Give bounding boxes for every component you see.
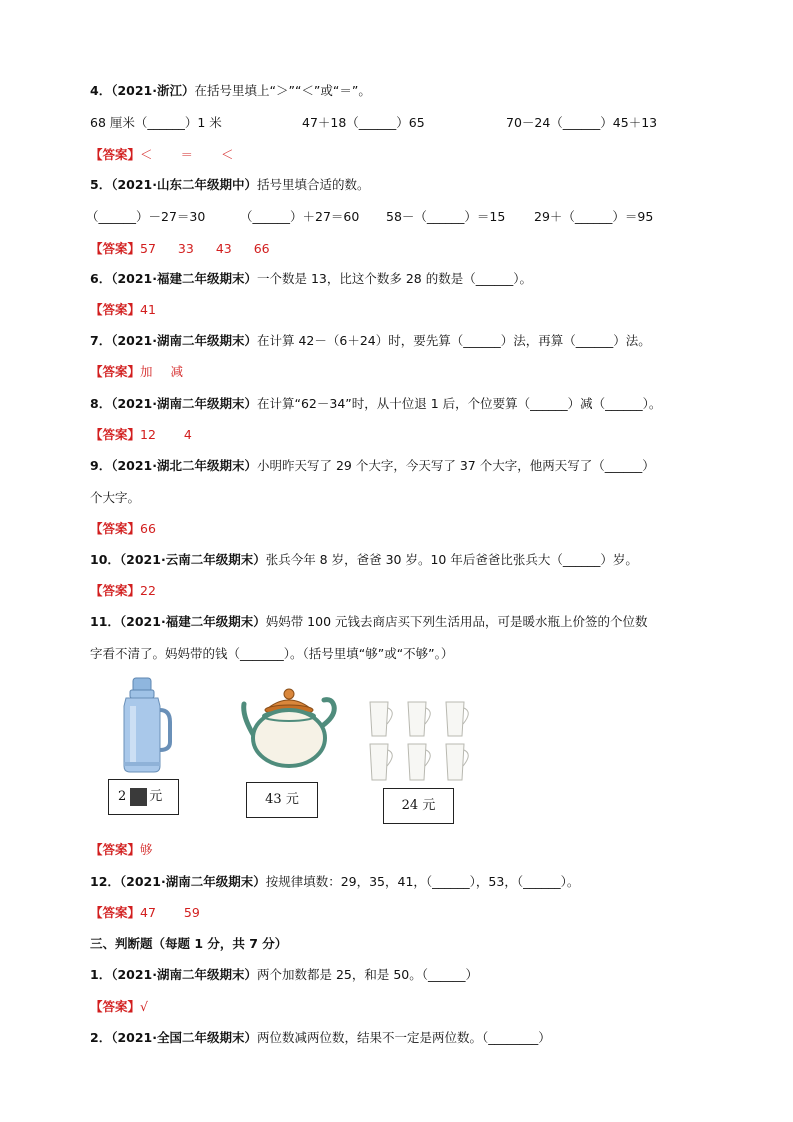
question-5 bbox=[90, 176, 370, 194]
question-text: 张兵今年 8 岁，爸爸 30 岁。10 年后爸爸比张兵大（______）岁。 bbox=[265, 552, 638, 567]
question-8 bbox=[90, 395, 661, 413]
cups-price-tag: 24 元 bbox=[383, 788, 454, 824]
teapot-illustration bbox=[238, 686, 338, 770]
answer-tag: 【答案】 bbox=[90, 583, 141, 598]
question-number: 2． bbox=[90, 1030, 112, 1045]
answer-tag: 【答案】 bbox=[90, 905, 141, 920]
question-source: （2021·浙江） bbox=[111, 83, 195, 98]
judgement-1 bbox=[90, 966, 478, 984]
question-text-continued: 个大字。 bbox=[90, 490, 141, 505]
question-11 bbox=[90, 613, 648, 631]
answer-value: 12 bbox=[140, 427, 156, 442]
question-10 bbox=[90, 551, 638, 569]
question-text: 在计算 42－（6＋24）时，要先算（______）法，再算（______）法。 bbox=[257, 333, 651, 348]
answer-value: 66 bbox=[253, 241, 270, 256]
question-number: 12． bbox=[90, 874, 120, 889]
answer-value: 4 bbox=[183, 427, 192, 442]
question-number: 4． bbox=[90, 83, 112, 98]
answer-value: ＜ bbox=[140, 147, 153, 162]
answer-value: 66 bbox=[140, 521, 156, 536]
question-source: （2021·湖北二年级期末） bbox=[111, 458, 257, 473]
answer-value: ＜ bbox=[221, 147, 234, 162]
question-number: 11． bbox=[90, 614, 120, 629]
compare-item-2: 47＋18（______）65 bbox=[302, 115, 425, 130]
question-source: （2021·云南二年级期末） bbox=[119, 552, 266, 567]
question-9 bbox=[90, 457, 655, 475]
price-unit: 元 bbox=[149, 789, 163, 804]
judgement-2 bbox=[90, 1029, 551, 1047]
question-source: （2021·福建二年级期末） bbox=[119, 614, 266, 629]
answer-7 bbox=[90, 363, 183, 381]
answer-tag: 【答案】 bbox=[90, 521, 141, 536]
answer-8 bbox=[90, 426, 192, 444]
answer-9 bbox=[90, 520, 156, 538]
compare-item-3: 70－24（______）45＋13 bbox=[506, 115, 658, 130]
answer-j1 bbox=[90, 998, 148, 1016]
cups-illustration bbox=[366, 698, 482, 784]
question-source: （2021·湖南二年级期末） bbox=[119, 874, 266, 889]
question-text: 括号里填合适的数。 bbox=[257, 177, 370, 192]
question-text: 按规律填数：29，35，41，（______），53，（______）。 bbox=[265, 874, 580, 889]
question-text: 妈妈带 100 元钱去商店买下列生活用品，可是暖水瓶上价签的个位数 bbox=[265, 614, 648, 629]
fill-item-4: 29＋（______）＝95 bbox=[534, 209, 654, 224]
question-text-continued: 字看不清了。妈妈带的钱（_______）。（括号里填“够”或“不够”。） bbox=[90, 646, 454, 661]
answer-5 bbox=[90, 240, 270, 258]
answer-4 bbox=[90, 146, 234, 164]
answer-value: ＝ bbox=[180, 147, 194, 162]
answer-value: √ bbox=[140, 999, 148, 1014]
question-number: 9． bbox=[90, 458, 112, 473]
question-number: 10． bbox=[90, 552, 120, 567]
section-heading: 三、判断题（每题 1 分，共 7 分） bbox=[90, 936, 288, 951]
teapot-price-tag: 43 元 bbox=[246, 782, 318, 818]
answer-6 bbox=[90, 301, 156, 319]
question-source: （2021·湖南二年级期末） bbox=[111, 396, 257, 411]
answer-12 bbox=[90, 904, 200, 922]
answer-value: 22 bbox=[140, 583, 156, 598]
obscured-digit bbox=[130, 788, 147, 806]
fill-item-2: （______）＋27＝60 bbox=[240, 209, 360, 224]
compare-item-1: 68 厘米（______）1 米 bbox=[90, 115, 222, 130]
answer-10 bbox=[90, 582, 156, 600]
fill-item-1: （______）－27＝30 bbox=[86, 209, 206, 224]
question-4 bbox=[90, 82, 371, 100]
answer-tag: 【答案】 bbox=[90, 842, 141, 857]
question-text: 一个数是 13，比这个数多 28 的数是（______）。 bbox=[257, 271, 532, 286]
answer-value: 41 bbox=[140, 302, 156, 317]
question-4-items bbox=[90, 114, 222, 132]
answer-tag: 【答案】 bbox=[90, 241, 141, 256]
answer-value: 47 bbox=[140, 905, 156, 920]
thermos-illustration bbox=[112, 676, 172, 774]
fill-item-3: 58－（______）＝15 bbox=[386, 209, 506, 224]
answer-tag: 【答案】 bbox=[90, 364, 141, 379]
question-source: （2021·湖南二年级期末） bbox=[111, 333, 257, 348]
question-number: 1． bbox=[90, 967, 112, 982]
answer-tag: 【答案】 bbox=[90, 302, 141, 317]
question-7 bbox=[90, 332, 651, 350]
question-6 bbox=[90, 270, 532, 288]
question-number: 7． bbox=[90, 333, 112, 348]
answer-value: 加 bbox=[140, 364, 153, 379]
question-text: 在计算“62－34”时，从十位退 1 后，个位要算（______）减（______）。 bbox=[257, 396, 662, 411]
question-text: 小明昨天写了 29 个大字，今天写了 37 个大字，他两天写了（______） bbox=[257, 458, 655, 473]
answer-tag: 【答案】 bbox=[90, 147, 141, 162]
question-12 bbox=[90, 873, 579, 891]
answer-tag: 【答案】 bbox=[90, 427, 141, 442]
question-source: （2021·湖南二年级期末） bbox=[111, 967, 257, 982]
question-source: （2021·山东二年级期中） bbox=[111, 177, 257, 192]
answer-value: 43 bbox=[215, 241, 232, 256]
answer-tag: 【答案】 bbox=[90, 999, 141, 1014]
question-text: 两个加数都是 25，和是 50。（______） bbox=[257, 967, 479, 982]
answer-value: 够 bbox=[140, 842, 153, 857]
answer-value: 59 bbox=[183, 905, 200, 920]
question-number: 8． bbox=[90, 396, 112, 411]
question-text: 两位数减两位数，结果不一定是两位数。（________） bbox=[257, 1030, 551, 1045]
question-source: （2021·全国二年级期末） bbox=[111, 1030, 257, 1045]
price-digit: 2 bbox=[118, 789, 127, 804]
answer-11 bbox=[90, 841, 153, 859]
question-source: （2021·福建二年级期末） bbox=[111, 271, 257, 286]
thermos-price-tag bbox=[108, 779, 179, 815]
question-number: 6． bbox=[90, 271, 112, 286]
answer-value: 33 bbox=[177, 241, 194, 256]
answer-value: 减 bbox=[170, 364, 184, 379]
answer-value: 57 bbox=[140, 241, 156, 256]
question-number: 5． bbox=[90, 177, 112, 192]
question-text: 在括号里填上“＞”“＜”或“＝”。 bbox=[194, 83, 371, 98]
